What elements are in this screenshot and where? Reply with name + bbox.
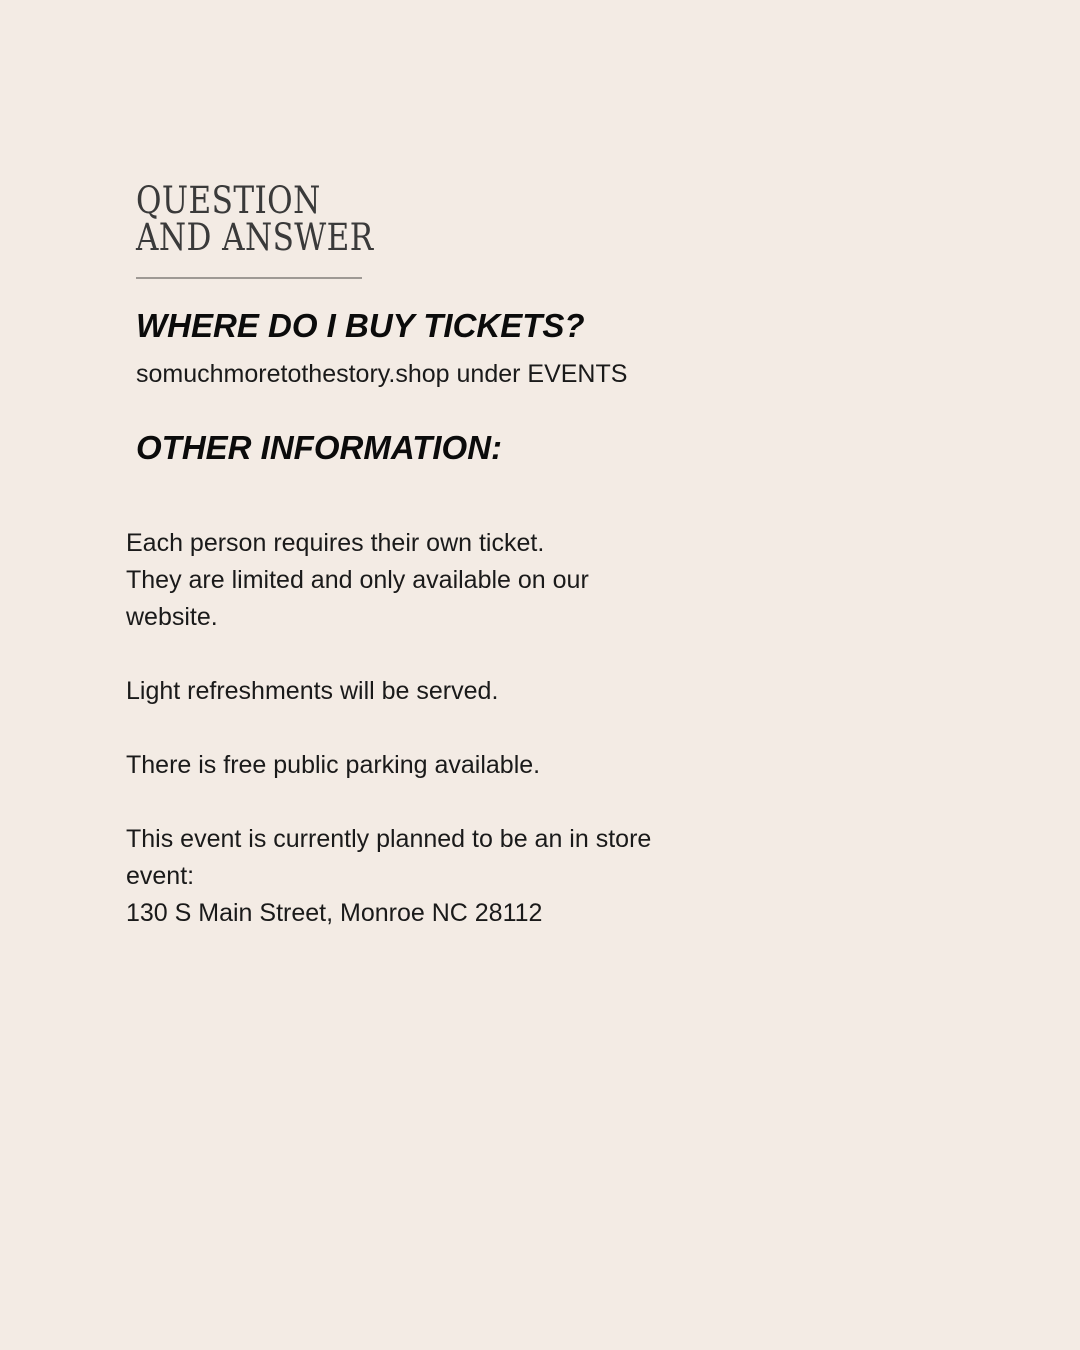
event-address: 130 S Main Street, Monroe NC 28112: [126, 899, 543, 927]
ticket-line-1: Each person requires their own ticket.: [126, 529, 545, 557]
ticket-line-2: They are limited and only available on our: [126, 566, 589, 594]
heading-divider: [136, 277, 362, 279]
event-paragraph: [126, 821, 726, 932]
other-information-title: OTHER INFORMATION:: [136, 429, 503, 466]
parking-paragraph: [126, 747, 726, 784]
qa-heading: [136, 179, 536, 259]
ticket-line-3: website.: [126, 603, 218, 631]
event-line-1: This event is currently planned to be an in store: [126, 825, 652, 853]
ticket-paragraph: [126, 525, 726, 636]
refreshments-line: Light refreshments will be served.: [126, 677, 499, 705]
parking-line: There is free public parking available.: [126, 751, 541, 779]
answer-tickets: somuchmoretothestory.shop under EVENTS: [136, 360, 628, 388]
question-tickets: WHERE DO I BUY TICKETS?: [136, 307, 585, 344]
event-line-2: event:: [126, 862, 195, 890]
heading-line-2: AND ANSWER: [136, 216, 374, 259]
heading-line-1: QUESTION: [136, 179, 321, 222]
refreshments-paragraph: [126, 673, 726, 710]
other-information-body: [126, 525, 726, 932]
